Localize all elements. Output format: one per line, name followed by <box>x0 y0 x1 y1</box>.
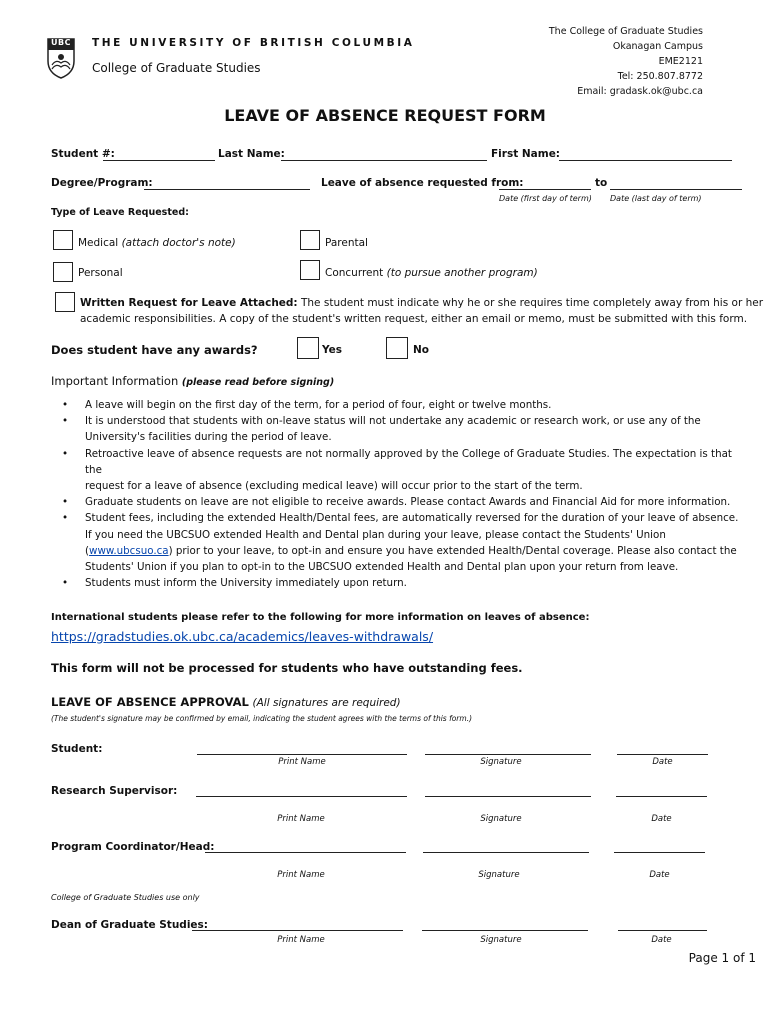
list-item-text: Students must inform the University immediately upon return. <box>85 577 407 590</box>
signature-caption: Signature <box>480 935 522 945</box>
date-caption: Date <box>651 935 672 945</box>
bullet-icon: • <box>62 512 69 525</box>
leave-type-heading: Type of Leave Requested: <box>51 207 189 218</box>
dean-date-field[interactable] <box>618 930 707 931</box>
bullet-icon: • <box>62 447 69 460</box>
leave-requested-label: Leave of absence requested from: <box>321 177 524 189</box>
fees-notice: This form will not be processed for students who have outstanding fees. <box>51 661 523 675</box>
first-name-field[interactable] <box>559 160 732 161</box>
date-caption: Date <box>649 870 670 880</box>
dean-print-name-field[interactable] <box>192 930 403 931</box>
last-name-label: Last Name: <box>218 148 285 160</box>
list-item-text: request for a leave of absence (excluding medical leave) will occur prior to the start of the term. <box>85 480 583 493</box>
university-name: THE UNIVERSITY OF BRITISH COLUMBIA <box>92 37 415 49</box>
coordinator-sig-label: Program Coordinator/Head: <box>51 841 215 853</box>
international-text: International students please refer to the following for more information on leaves of absence: <box>51 612 590 623</box>
concurrent-checkbox[interactable] <box>300 260 320 280</box>
medical-checkbox[interactable] <box>53 230 73 250</box>
list-item <box>52 413 747 445</box>
list-item-text: A leave will begin on the first day of the term, for a period of four, eight or twelve months. <box>85 399 552 411</box>
concurrent-text: Concurrent <box>325 267 384 279</box>
parental-label: Parental <box>325 237 368 249</box>
awards-yes-checkbox[interactable] <box>297 337 319 359</box>
written-request-label: Written Request for Leave Attached: <box>80 297 298 309</box>
ubc-logo <box>46 37 76 77</box>
student-number-label: Student #: <box>51 148 115 160</box>
print-name-caption: Print Name <box>277 814 325 824</box>
last-name-field[interactable] <box>281 160 487 161</box>
leaves-withdrawals-link[interactable]: https://gradstudies.ok.ubc.ca/academics/leaves-withdrawals/ <box>51 629 434 644</box>
print-name-caption: Print Name <box>278 757 326 767</box>
bullet-icon: • <box>62 577 69 590</box>
date-caption: Date <box>652 757 673 767</box>
student-number-field[interactable] <box>103 160 215 161</box>
leave-from-field[interactable] <box>499 189 591 190</box>
print-name-caption: Print Name <box>277 870 325 880</box>
coordinator-print-name-field[interactable] <box>205 852 406 853</box>
medical-label <box>78 237 236 249</box>
written-request-line-2: academic responsibilities. A copy of the student's written request, either an email or memo, must be submitted with this form. <box>80 313 748 325</box>
date-caption: Date <box>651 814 672 824</box>
print-name-caption: Print Name <box>277 935 325 945</box>
address-line: Tel: 250.807.8772 <box>617 71 703 82</box>
approval-note: (All signatures are required) <box>252 697 401 709</box>
concurrent-label <box>325 267 538 279</box>
important-heading <box>51 374 334 388</box>
parental-checkbox[interactable] <box>300 230 320 250</box>
address-line: EME2121 <box>658 56 703 67</box>
date-first-caption: Date (first day of term) <box>499 194 592 203</box>
list-item-text: University's facilities during the period of leave. <box>85 431 332 444</box>
medical-text: Medical <box>78 237 119 249</box>
list-item-text: ) prior to your leave, to opt-in and ensure you have extended Health/Dental coverage. Please also contact the <box>168 544 737 557</box>
student-print-name-field[interactable] <box>197 754 407 755</box>
approval-heading <box>51 695 401 709</box>
list-item-text: It is understood that students with on-leave status will not undertake any academic or research work, or use any of the <box>85 415 701 428</box>
written-request-line-1: The student must indicate why he or she requires time completely away from his or her <box>300 297 764 309</box>
leave-to-field[interactable] <box>610 189 742 190</box>
form-title: LEAVE OF ABSENCE REQUEST FORM <box>224 106 546 125</box>
list-item-text: Graduate students on leave are not eligible to receive awards. Please contact Awards and Financial Aid for more information. <box>85 496 731 509</box>
signature-caption: Signature <box>480 757 522 767</box>
supervisor-signature-field[interactable] <box>425 796 591 797</box>
awards-question: Does student have any awards? <box>51 343 258 357</box>
supervisor-date-field[interactable] <box>616 796 707 797</box>
list-item-text: Students' Union if you plan to opt-in to the UBCSUO extended Health and Dental plan upon your return from leave. <box>85 561 679 574</box>
approval-sub: (The student's signature may be confirmed by email, indicating the student agrees with the terms of this form.) <box>51 714 473 723</box>
signature-caption: Signature <box>478 870 520 880</box>
awards-no-label: No <box>413 344 430 356</box>
address-line: Okanagan Campus <box>612 41 703 52</box>
address-block <box>549 24 703 99</box>
cgs-use-only: College of Graduate Studies use only <box>51 893 200 902</box>
important-note: (please read before signing) <box>181 377 335 388</box>
college-name: College of Graduate Studies <box>92 61 261 75</box>
dean-sig-label: Dean of Graduate Studies: <box>51 919 208 931</box>
written-request-text <box>80 295 763 327</box>
crest-text: UBC <box>51 38 71 47</box>
list-item <box>52 510 747 575</box>
date-last-caption: Date (last day of term) <box>610 194 702 203</box>
personal-checkbox[interactable] <box>53 262 73 282</box>
list-item <box>52 446 747 495</box>
supervisor-print-name-field[interactable] <box>196 796 407 797</box>
first-name-label: First Name: <box>491 148 561 160</box>
important-list <box>52 397 747 591</box>
coordinator-date-field[interactable] <box>614 852 705 853</box>
medical-note: (attach doctor's note) <box>121 237 236 249</box>
student-signature-field[interactable] <box>425 754 591 755</box>
page-number: Page 1 of 1 <box>688 951 756 965</box>
address-line: The College of Graduate Studies <box>548 26 703 37</box>
personal-label: Personal <box>78 267 123 279</box>
supervisor-sig-label: Research Supervisor: <box>51 785 178 797</box>
list-item-text: ( <box>85 544 90 557</box>
address-line: Email: gradask.ok@ubc.ca <box>577 86 703 97</box>
signature-caption: Signature <box>480 814 522 824</box>
awards-yes-label: Yes <box>322 344 343 356</box>
student-sig-label: Student: <box>51 743 103 755</box>
dean-signature-field[interactable] <box>422 930 588 931</box>
written-request-checkbox[interactable] <box>55 292 75 312</box>
to-label: to <box>595 177 608 189</box>
coordinator-signature-field[interactable] <box>423 852 589 853</box>
concurrent-note: (to pursue another program) <box>386 267 538 279</box>
list-item-text: Retroactive leave of absence requests are not normally approved by the College of Graduate Studies. The expectation is that the <box>85 447 732 476</box>
list-item <box>52 494 747 510</box>
bullet-icon: • <box>62 415 69 428</box>
bullet-icon: • <box>62 496 69 509</box>
list-item <box>52 575 747 591</box>
student-date-field[interactable] <box>617 754 708 755</box>
list-item <box>52 397 747 413</box>
approval-title: LEAVE OF ABSENCE APPROVAL <box>51 695 249 709</box>
bullet-icon: • <box>62 399 69 411</box>
list-item-text: Student fees, including the extended Health/Dental fees, are automatically reversed for the duration of your leave of absence. <box>85 512 739 525</box>
ubcsuo-link[interactable]: www.ubcsuo.ca <box>89 544 169 557</box>
list-item-text: If you need the UBCSUO extended Health and Dental plan during your leave, please contact the Students' Union <box>85 528 666 541</box>
awards-no-checkbox[interactable] <box>386 337 408 359</box>
important-title: Important Information <box>51 374 179 388</box>
degree-label: Degree/Program: <box>51 177 153 189</box>
degree-field[interactable] <box>144 189 310 190</box>
